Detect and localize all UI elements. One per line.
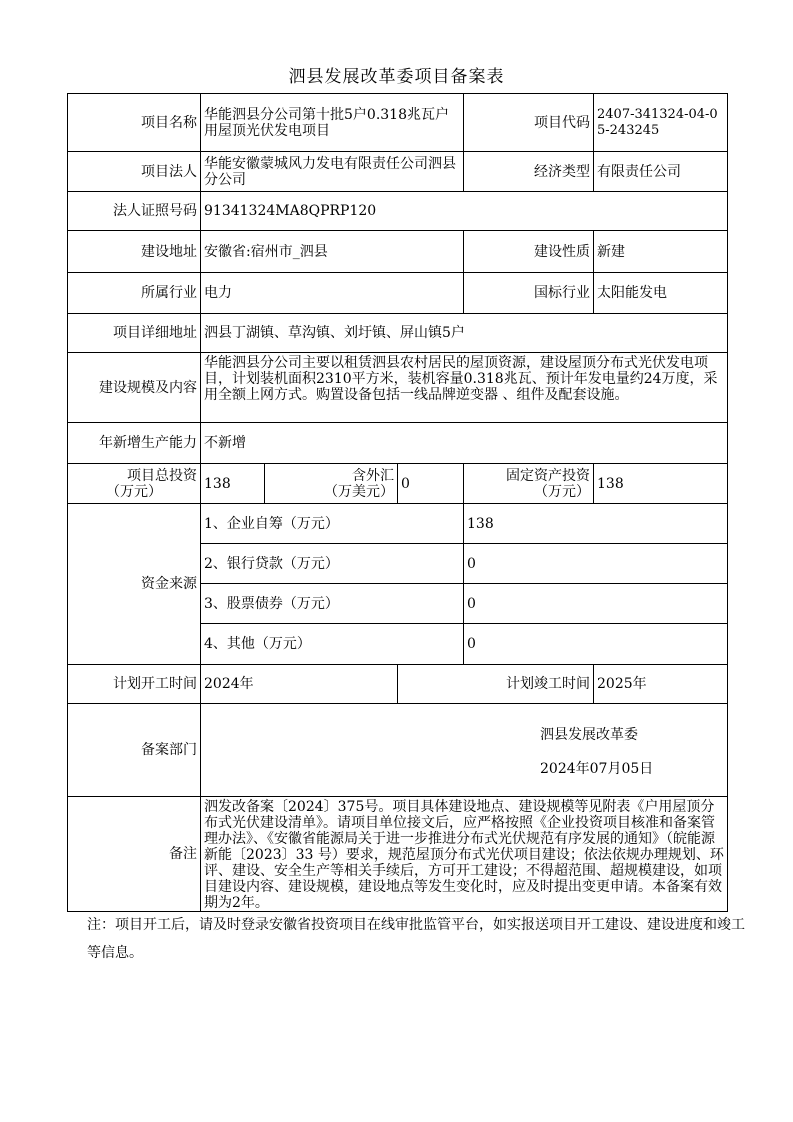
economic-type-label: 经济类型: [464, 152, 594, 192]
project-name-value: 华能泗县分公司第十批5户0.318兆瓦户用屋顶光伏发电项目: [201, 94, 464, 152]
row-remark: [68, 797, 728, 912]
funding-item-value: 0: [464, 584, 728, 624]
fixed-assets-label-line1: 固定资产投资: [506, 467, 590, 484]
funding-item-value: 0: [464, 624, 728, 665]
funding-label: 资金来源: [68, 504, 201, 665]
project-code-value: 2407-341324-04-05-243245: [594, 94, 728, 152]
cert-no-label: 法人证照号码: [68, 192, 201, 231]
dept-cell: [201, 704, 728, 797]
row-investment: [68, 464, 728, 504]
total-investment-value: 138: [201, 464, 265, 504]
row-capacity: [68, 423, 728, 464]
funding-item-value: 0: [464, 544, 728, 584]
foreign-exchange-label-line1: 含外汇: [352, 467, 394, 484]
row-project-name: [68, 94, 728, 152]
row-detail-address: [68, 314, 728, 353]
row-legal-person: [68, 152, 728, 192]
funding-item-value: 138: [464, 504, 728, 544]
capacity-label: 年新增生产能力: [68, 423, 201, 464]
row-department: [68, 704, 728, 797]
project-code-label: 项目代码: [464, 94, 594, 152]
economic-type-value: 有限责任公司: [594, 152, 728, 192]
scale-value: 华能泗县分公司主要以租赁泗县农村居民的屋顶资源，建设屋顶分布式光伏发电项目，计划装机面积2310平方米，装机容量0.318兆瓦、预计年发电量约24万度，采用全额上网方式。购置设备包括一线品牌逆变器 、组件及配套设施。: [201, 353, 728, 423]
form-title: 泗县发展改革委项目备案表: [288, 67, 505, 87]
row-scale: [68, 353, 728, 423]
end-time-label: 计划竣工时间: [398, 665, 594, 704]
row-industry: [68, 273, 728, 314]
national-industry-label: 国标行业: [464, 273, 594, 314]
scale-label: 建设规模及内容: [68, 353, 201, 423]
end-time-value: 2025年: [594, 665, 728, 704]
location-value: 安徽省:宿州市_泗县: [201, 231, 464, 273]
fixed-assets-value: 138: [594, 464, 728, 504]
foreign-exchange-label: [265, 464, 398, 504]
nature-label: 建设性质: [464, 231, 594, 273]
remark-label: 备注: [68, 797, 201, 912]
dept-date: 2024年07月05日: [540, 761, 654, 777]
foreign-exchange-value: 0: [398, 464, 464, 504]
project-name-label: 项目名称: [68, 94, 201, 152]
industry-value: 电力: [201, 273, 464, 314]
dept-label: 备案部门: [68, 704, 201, 797]
detail-address-value: 泗县丁湖镇、草沟镇、刘圩镇、屏山镇5户: [201, 314, 728, 353]
filing-table: [67, 93, 728, 912]
industry-label: 所属行业: [68, 273, 201, 314]
footer-note: 注：项目开工后，请及时登录安徽省投资项目在线审批监管平台，如实报送项目开工建设、建设进度和竣工等信息。: [87, 917, 745, 961]
foreign-exchange-label-line2: （万美元）: [324, 483, 394, 500]
row-schedule: [68, 665, 728, 704]
remark-value: 泗发改备案〔2024〕375号。项目具体建设地点、建设规模等见附表《户用屋顶分布式光伏建设清单》。请项目单位接文后，应严格按照《企业投资项目核准和备案管理办法》、《安徽省能源局关于进一步推进分布式光伏规范有序发展的通知》（皖能源新能〔2023〕33 号）要求，规范屋顶分布式光伏项目建设；依法依规办理规划、环评、建设、安全生产等相关手续后，方可开工建设；不得超范围、超规模建设，如项目建设内容、建设规模，建设地点等发生变化时，应及时提出变更申请。本备案有效期为2年。: [201, 797, 728, 912]
legal-person-label: 项目法人: [68, 152, 201, 192]
dept-name: 泗县发展改革委: [540, 727, 638, 743]
location-label: 建设地址: [68, 231, 201, 273]
funding-item-label: 2、银行贷款（万元）: [201, 544, 464, 584]
fixed-assets-label-line2: （万元）: [534, 483, 590, 500]
row-cert-no: [68, 192, 728, 231]
national-industry-value: 太阳能发电: [594, 273, 728, 314]
total-investment-label-line2: （万元）: [106, 483, 162, 500]
cert-no-value: 91341324MA8QPRP120: [201, 192, 728, 231]
funding-item-label: 1、企业自筹（万元）: [201, 504, 464, 544]
start-time-value: 2024年: [201, 665, 398, 704]
legal-person-value: 华能安徽蒙城风力发电有限责任公司泗县分公司: [201, 152, 464, 192]
capacity-value: 不新增: [201, 423, 728, 464]
total-investment-label-line1: 项目总投资: [127, 467, 197, 484]
nature-value: 新建: [594, 231, 728, 273]
fixed-assets-label: [464, 464, 594, 504]
row-location: [68, 231, 728, 273]
funding-item-label: 4、其他（万元）: [201, 624, 464, 665]
funding-item-label: 3、股票债券（万元）: [201, 584, 464, 624]
funding-row: [68, 504, 728, 544]
start-time-label: 计划开工时间: [68, 665, 201, 704]
detail-address-label: 项目详细地址: [68, 314, 201, 353]
total-investment-label: [68, 464, 201, 504]
